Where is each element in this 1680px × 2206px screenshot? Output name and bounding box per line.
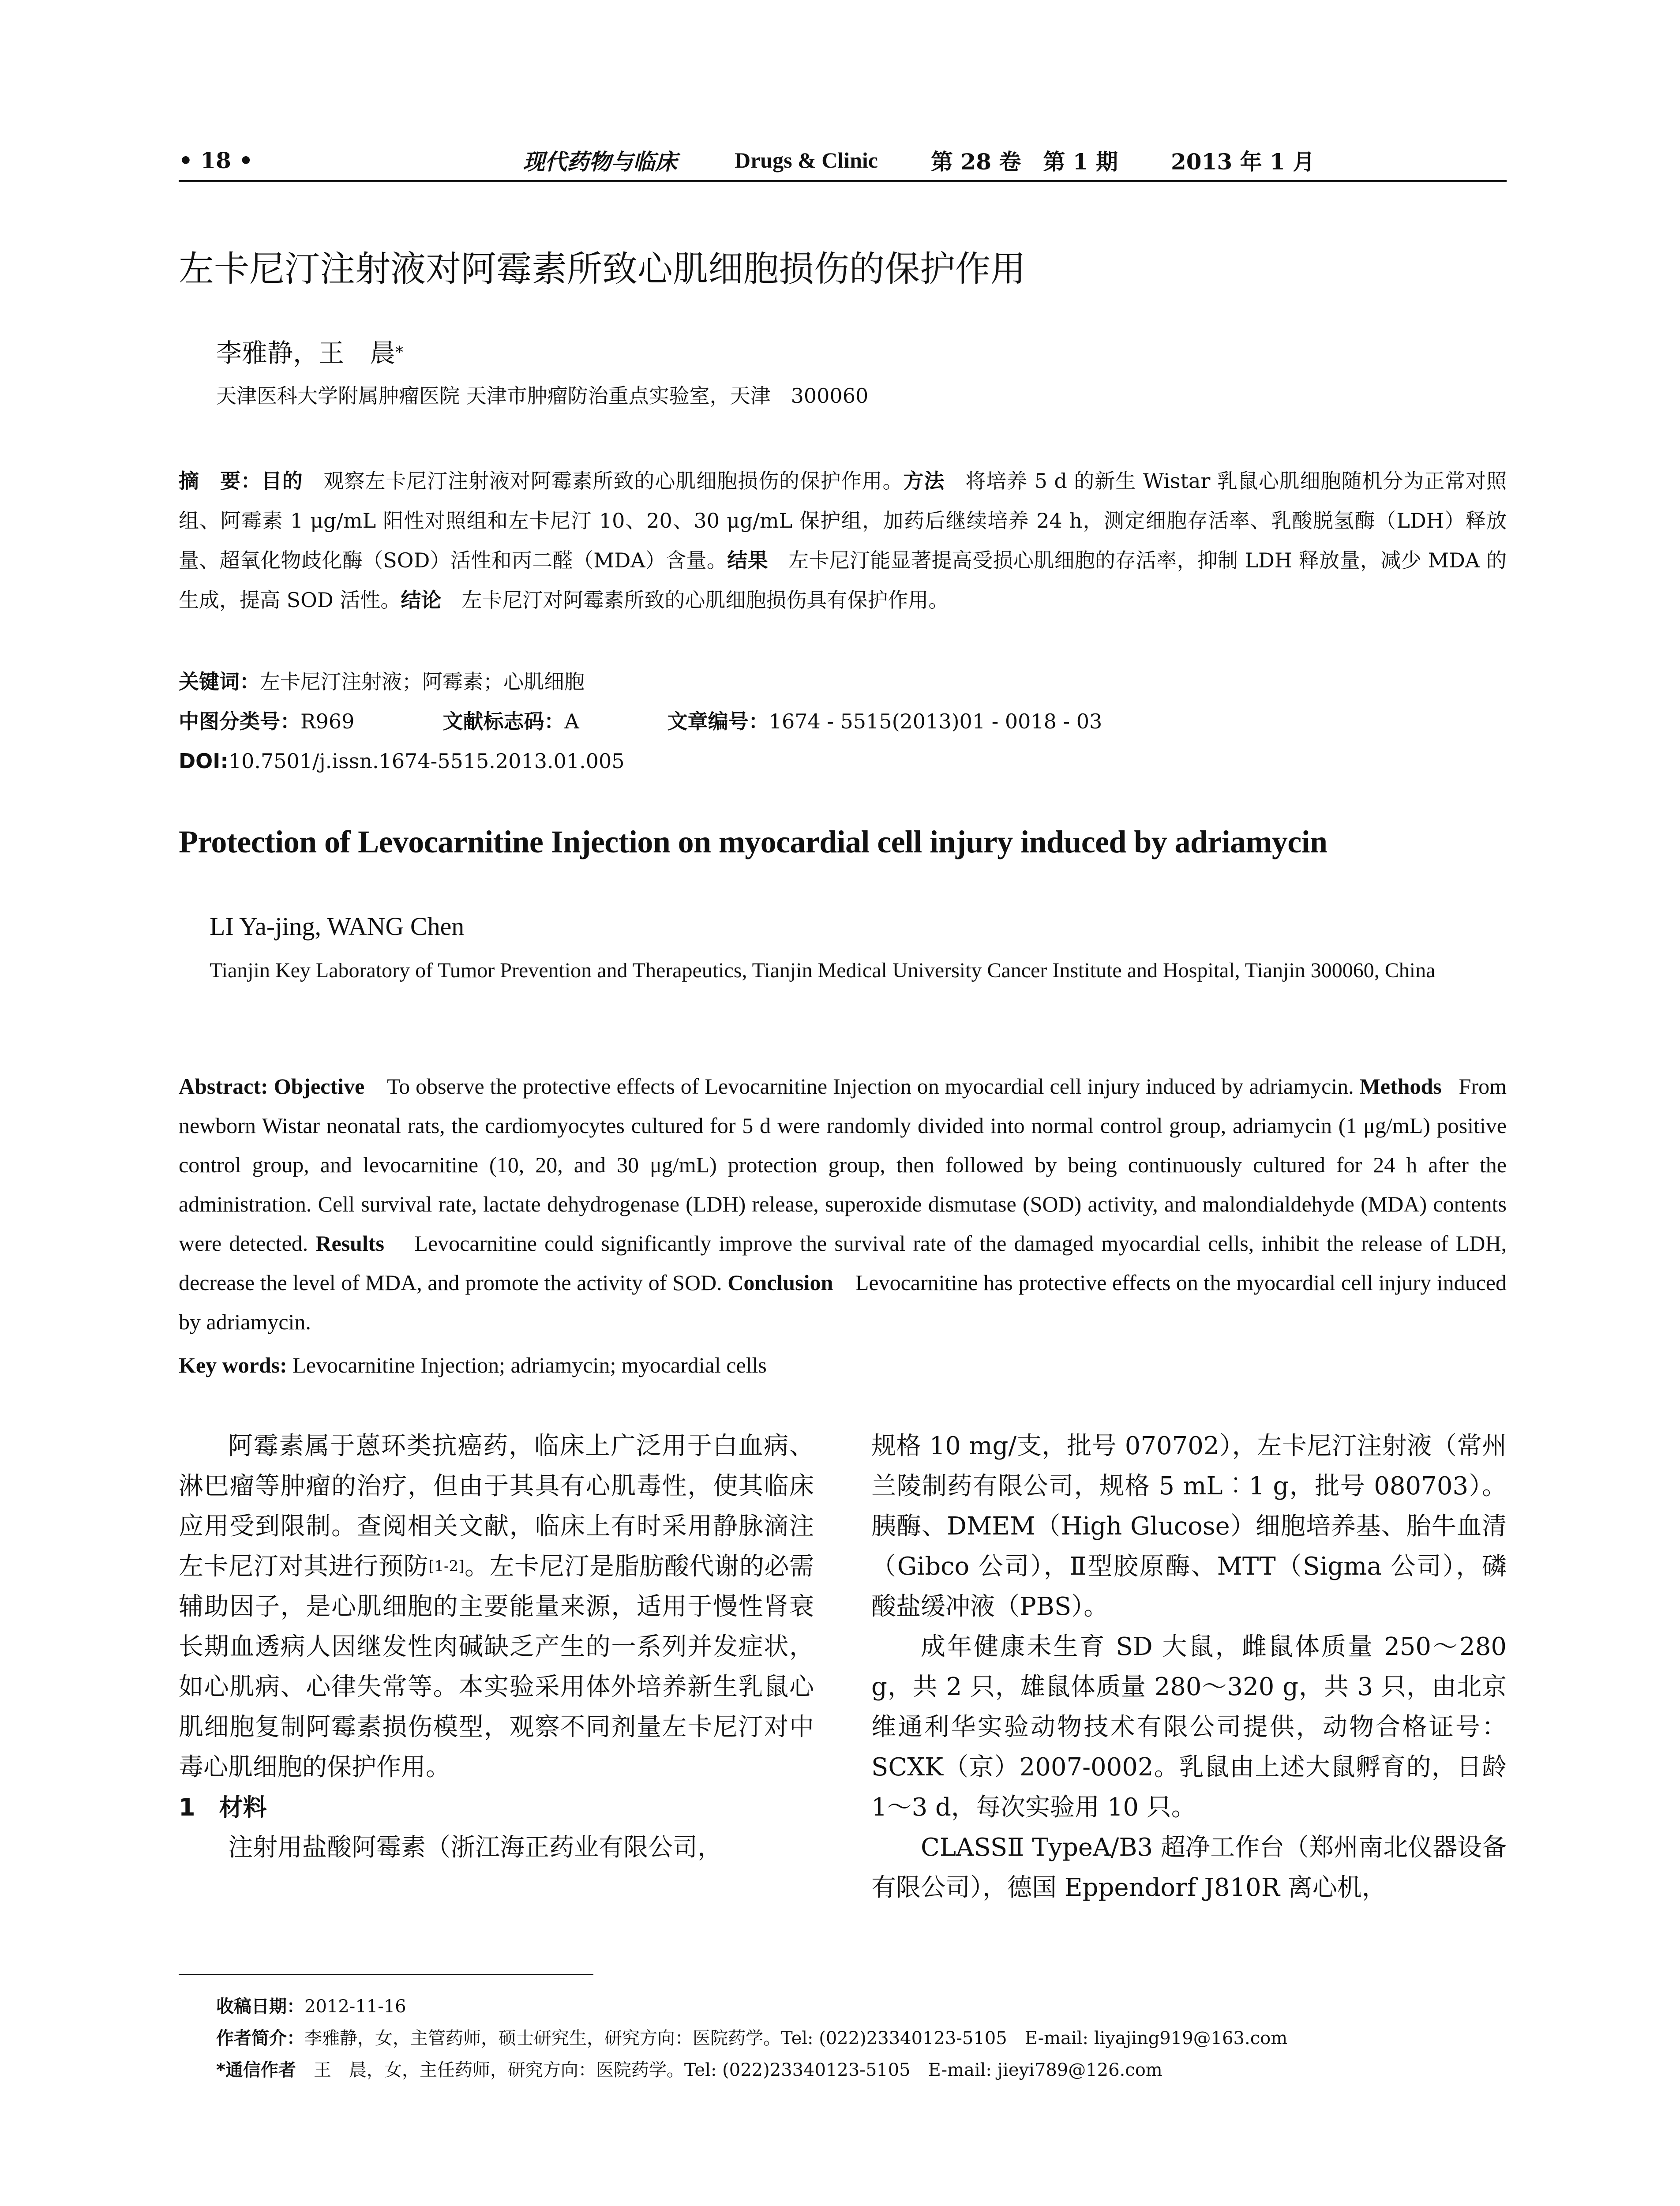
author-bio: 李雅静，女，主管药师，硕士研究生，研究方向：医院药学。Tel: (022)23340123-5105 E-mail: liyajing919@163.com bbox=[304, 2028, 1288, 2048]
header-rule bbox=[179, 180, 1507, 182]
abstract-cn-label: 摘 要： bbox=[179, 469, 262, 493]
animals-paragraph: 成年健康未生育 SD 大鼠，雌鼠体质量 250～280 g，共 2 只，雄鼠体质量 280～320 g，共 3 只，由北京维通利华实验动物技术有限公司提供，动物合格证号：SCXK（京）2007-0002。乳鼠由上述大鼠孵育的，日龄 1～3 d，每次实验用 10 只。 bbox=[871, 1632, 1507, 1822]
corresponding-mark: * bbox=[395, 344, 404, 362]
footnote-rule bbox=[179, 1974, 593, 1975]
clc-label: 中图分类号： bbox=[179, 709, 300, 733]
article-number-label: 文章编号： bbox=[667, 709, 769, 733]
page-number: • 18 • bbox=[179, 147, 253, 173]
results-cn: 左卡尼汀能显著提高受损心肌细胞的存活率，抑制 LDH 释放量，减少 MDA 的生成，提高 SOD 活性。 bbox=[179, 548, 1507, 612]
received-date: 2012-11-16 bbox=[304, 1996, 406, 2017]
journal-name-en: Drugs & Clinic bbox=[735, 148, 878, 173]
keywords-en-value: Levocarnitine Injection; adriamycin; myocardial cells bbox=[292, 1353, 767, 1377]
keywords-en-label: Key words: bbox=[179, 1353, 287, 1377]
objective-cn-label: 目的 bbox=[261, 469, 303, 493]
received-label: 收稿日期： bbox=[216, 1996, 304, 2017]
results-en: Levocarnitine could significantly improve the survival rate of the damaged myocardial cells, inhibit the release of LDH, decrease the level of MDA, and promote the activity of SOD. bbox=[179, 1231, 1507, 1295]
citation-1-2[interactable]: [1-2] bbox=[428, 1557, 465, 1575]
title-cn: 左卡尼汀注射液对阿霉素所致心肌细胞损伤的保护作用 bbox=[179, 248, 1026, 289]
footnotes bbox=[216, 1991, 1518, 2086]
abstract-en bbox=[179, 1067, 1507, 1342]
methods-en-label: Methods bbox=[1359, 1074, 1442, 1099]
doc-code-value: A bbox=[564, 709, 579, 733]
body-column-left bbox=[179, 1426, 814, 1868]
doi-label: DOI: bbox=[179, 749, 229, 773]
doi-value[interactable]: 10.7501/j.issn.1674-5515.2013.01.005 bbox=[228, 749, 625, 773]
objective-en-label: Objective bbox=[274, 1074, 365, 1099]
footnote-author bbox=[216, 2022, 1518, 2054]
journal-name-cn: 现代药物与临床 bbox=[523, 149, 677, 175]
conclusion-cn-label: 结论 bbox=[401, 588, 442, 612]
title-en: Protection of Levocarnitine Injection on myocardial cell injury induced by adriamycin bbox=[179, 824, 1328, 859]
authors-en: LI Ya-jing, WANG Chen bbox=[210, 912, 465, 941]
methods-en: From newborn Wistar neonatal rats, the cardiomyocytes cultured for 5 d were randomly divided into normal control group, adriamycin (1 μg/mL) positive control group, and levocarnitine (10, 20, and 30 μg/mL) protection group, then followed by being continuously cultured for 24 h after the administration. Cell survival rate, lactate dehydrogenase (LDH) release, superoxide dismutase (SOD) activity, and malondialdehyde (MDA) contents were detected. bbox=[179, 1074, 1507, 1256]
abstract-en-label: Abstract: bbox=[179, 1074, 268, 1099]
authors-cn-names: 李雅静，王 晨 bbox=[216, 338, 396, 368]
conclusion-en-label: Conclusion bbox=[728, 1270, 833, 1295]
keywords-en bbox=[179, 1346, 767, 1385]
author-bio-label: 作者简介： bbox=[216, 2028, 304, 2048]
footnote-corresponding bbox=[216, 2054, 1518, 2086]
materials-paragraph-cont: 规格 10 mg/支，批号 070702），左卡尼汀注射液（常州兰陵制药有限公司，规格 5 mL︰1 g，批号 080703）。胰酶、DMEM（High Glucose）细胞培养基、胎牛血清（Gibco 公司），Ⅱ型胶原酶、MTT（Sigma 公司），磷酸盐缓冲液（PBS）。 bbox=[871, 1432, 1507, 1621]
volume-issue: 第 28 卷 第 1 期 bbox=[931, 149, 1118, 175]
clc-value: R969 bbox=[300, 709, 355, 733]
body-column-right bbox=[871, 1426, 1507, 1908]
affiliation-en: Tianjin Key Laboratory of Tumor Prevention and Therapeutics, Tianjin Medical University Cancer Institute and Hospital, Tianjin 300060, China bbox=[210, 959, 1436, 982]
intro-text: 阿霉素属于蒽环类抗癌药，临床上广泛用于白血病、淋巴瘤等肿瘤的治疗，但由于其具有心肌毒性，使其临床应用受到限制。查阅相关文献，临床上有时采用静脉滴注左卡尼汀对其进行预防 bbox=[179, 1432, 814, 1581]
authors-cn bbox=[216, 335, 403, 371]
objective-cn: 观察左卡尼汀注射液对阿霉素所致的心肌细胞损伤的保护作用。 bbox=[303, 469, 904, 493]
issue-date: 2013 年 1 月 bbox=[1171, 149, 1315, 175]
materials-paragraph-start: 注射用盐酸阿霉素（浙江海正药业有限公司， bbox=[228, 1833, 722, 1862]
methods-cn: 将培养 5 d 的新生 Wistar 乳鼠心肌细胞随机分为正常对照组、阿霉素 1 μg/mL 阳性对照组和左卡尼汀 10、20、30 μg/mL 保护组，加药后继续培养 24 h，测定细胞存活率、乳酸脱氢酶（LDH）释放量、超氧化物歧化酶（SOD）活性和丙二醛（MDA）含量。 bbox=[179, 469, 1507, 572]
keywords-cn-label: 关键词： bbox=[179, 670, 260, 694]
footnote-received bbox=[216, 1991, 1518, 2022]
corresponding-label: *通信作者 bbox=[216, 2060, 296, 2080]
methods-cn-label: 方法 bbox=[903, 469, 945, 493]
keywords-cn bbox=[179, 662, 585, 702]
intro-text-cont: 。左卡尼汀是脂肪酸代谢的必需辅助因子，是心肌细胞的主要能量来源，适用于慢性肾衰长期血透病人因继发性肉碱缺乏产生的一系列并发症状，如心肌病、心律失常等。本实验采用体外培养新生乳鼠心肌细胞复制阿霉素损伤模型，观察不同剂量左卡尼汀对中毒心肌细胞的保护作用。 bbox=[179, 1552, 814, 1782]
conclusion-cn: 左卡尼汀对阿霉素所致的心肌细胞损伤具有保护作用。 bbox=[441, 588, 949, 612]
intro-paragraph bbox=[179, 1426, 814, 1787]
article-number-value: 1674 - 5515(2013)01 - 0018 - 03 bbox=[769, 709, 1102, 733]
results-en-label: Results bbox=[315, 1231, 384, 1256]
affiliation-cn: 天津医科大学附属肿瘤医院 天津市肿瘤防治重点实验室，天津 300060 bbox=[216, 384, 869, 408]
corresponding-author: 王 晨，女，主任药师，研究方向：医院药学。Tel: (022)23340123-5105 E-mail: jieyi789@126.com bbox=[296, 2060, 1162, 2080]
objective-en: To observe the protective effects of Levocarnitine Injection on myocardial cell injury induced by adriamycin. bbox=[387, 1074, 1354, 1099]
classification-line bbox=[179, 702, 1102, 741]
section-heading-materials: 1 材料 bbox=[179, 1793, 267, 1821]
abstract-cn bbox=[179, 461, 1507, 620]
doc-code-label: 文献标志码： bbox=[442, 709, 565, 733]
keywords-cn-value: 左卡尼汀注射液；阿霉素；心肌细胞 bbox=[260, 670, 585, 694]
running-header bbox=[179, 141, 1507, 179]
conclusion-en: Levocarnitine has protective effects on the myocardial cell injury induced by adriamycin. bbox=[179, 1270, 1507, 1334]
equipment-paragraph: CLASSⅡ TypeA/B3 超净工作台（郑州南北仪器设备有限公司），德国 Eppendorf J810R 离心机， bbox=[871, 1833, 1507, 1902]
results-cn-label: 结果 bbox=[727, 548, 768, 572]
doi-line bbox=[179, 741, 625, 781]
